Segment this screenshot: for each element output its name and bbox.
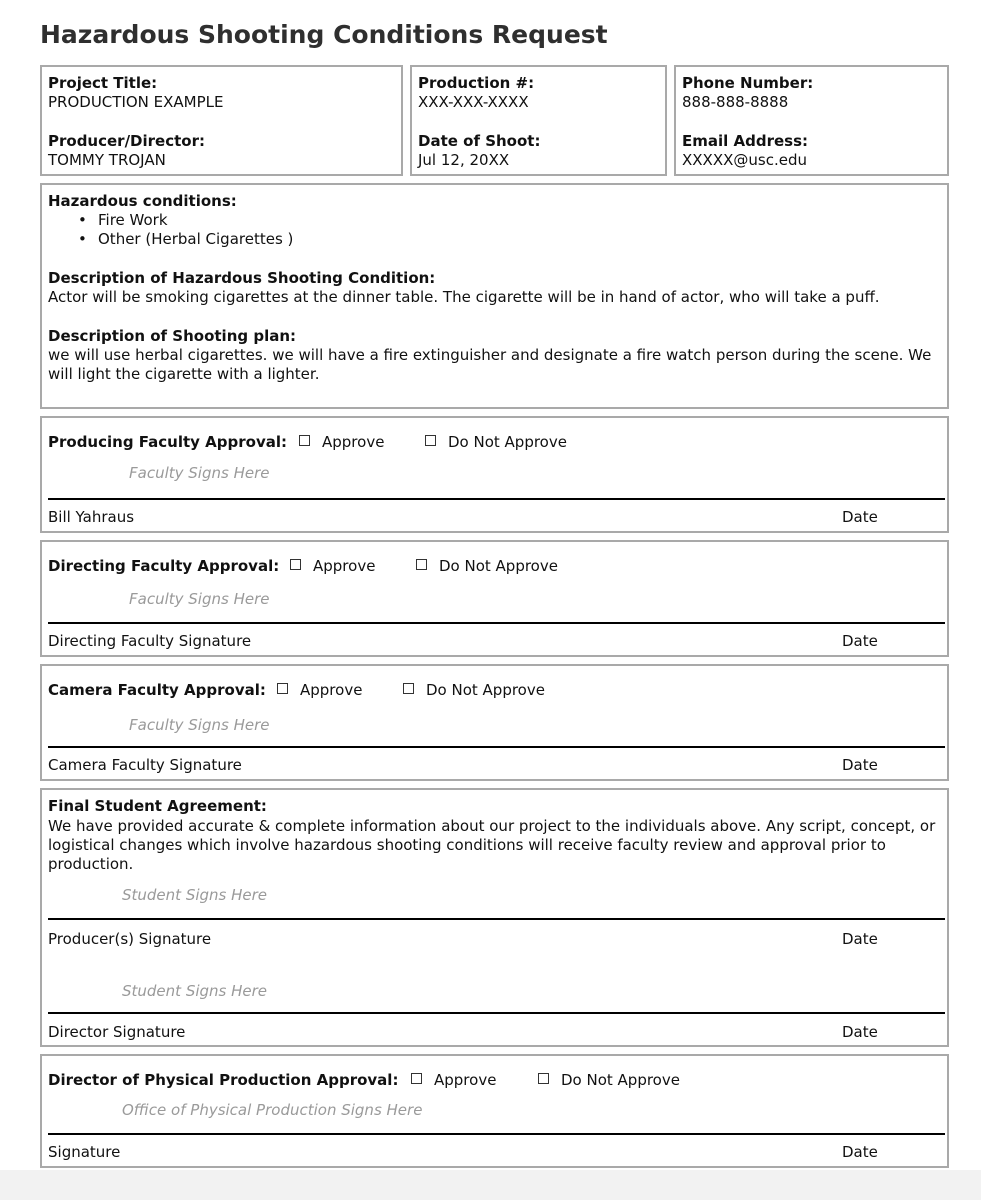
project-title-label: Project Title:	[48, 74, 158, 92]
physical-production-box	[40, 1054, 949, 1168]
signature-hint: Office of Physical Production Signs Here	[122, 1101, 423, 1119]
approve-option[interactable]: Approve	[299, 433, 384, 451]
signer-name: Signature	[48, 1143, 121, 1161]
signature-hint: Faculty Signs Here	[129, 716, 270, 734]
shoot-date-value: Jul 12, 20XX	[418, 151, 510, 169]
not-approve-option[interactable]: Do Not Approve	[416, 557, 558, 575]
approve-option[interactable]: Approve	[290, 557, 375, 575]
signature-line[interactable]	[48, 746, 945, 748]
hazard-description: Actor will be smoking cigarettes at the dinner table. The cigarette will be in hand of actor, who will take a puff.	[48, 288, 880, 306]
not-approve-option[interactable]: Do Not Approve	[403, 681, 545, 699]
date-label: Date	[842, 756, 878, 774]
checkbox-not-approve[interactable]	[403, 683, 414, 694]
signature-line[interactable]	[48, 918, 945, 920]
signature-hint: Faculty Signs Here	[129, 590, 270, 608]
list-item: • Other (Herbal Cigarettes )	[98, 230, 293, 249]
producer-value: TOMMY TROJAN	[48, 151, 166, 169]
production-info-box	[410, 65, 667, 176]
phone-label: Phone Number:	[682, 74, 814, 92]
production-number-label: Production #:	[418, 74, 535, 92]
email-value: XXXXX@usc.edu	[682, 151, 807, 169]
hazard-description-label: Description of Hazardous Shooting Condition:	[48, 269, 436, 287]
signer-name: Camera Faculty Signature	[48, 756, 242, 774]
checkbox-approve[interactable]	[277, 683, 288, 694]
approve-option[interactable]: Approve	[277, 681, 362, 699]
hazards-label: Hazardous conditions:	[48, 192, 237, 210]
date-label: Date	[842, 632, 878, 650]
agreement-label: Final Student Agreement:	[48, 797, 267, 815]
date-label: Date	[842, 508, 878, 526]
date-label: Date	[842, 930, 878, 948]
signature-hint: Student Signs Here	[122, 886, 268, 904]
physical-production-label: Director of Physical Production Approval:	[48, 1071, 399, 1089]
page-title: Hazardous Shooting Conditions Request	[40, 20, 608, 49]
date-label: Date	[842, 1143, 878, 1161]
agreement-text: We have provided accurate & complete information about our project to the individuals above. Any script, concept, or logistical changes which involve hazardous shooting conditions will receive faculty review and approval prior to production.	[48, 817, 936, 873]
checkbox-not-approve[interactable]	[538, 1073, 549, 1084]
phone-value: 888-888-8888	[682, 93, 789, 111]
checkbox-not-approve[interactable]	[416, 559, 427, 570]
shooting-plan: we will use herbal cigarettes. we will have a fire extinguisher and designate a fire watch person during the scene. We will light the cigarette with a lighter.	[48, 346, 932, 383]
checkbox-approve[interactable]	[290, 559, 301, 570]
not-approve-option[interactable]: Do Not Approve	[538, 1071, 680, 1089]
producing-approval-box	[40, 416, 949, 533]
signature-line[interactable]	[48, 1012, 945, 1014]
producing-approval-label: Producing Faculty Approval:	[48, 433, 287, 451]
camera-approval-box	[40, 664, 949, 781]
checkbox-approve[interactable]	[411, 1073, 422, 1084]
producer-label: Producer/Director:	[48, 132, 205, 150]
contact-info-box	[674, 65, 949, 176]
checkbox-approve[interactable]	[299, 435, 310, 446]
signer-name: Director Signature	[48, 1023, 186, 1041]
signature-hint: Student Signs Here	[122, 982, 268, 1000]
signature-line[interactable]	[48, 622, 945, 624]
shoot-date-label: Date of Shoot:	[418, 132, 541, 150]
directing-approval-label: Directing Faculty Approval:	[48, 557, 280, 575]
approve-option[interactable]: Approve	[411, 1071, 496, 1089]
date-label: Date	[842, 1023, 878, 1041]
shooting-plan-label: Description of Shooting plan:	[48, 327, 297, 345]
signature-line[interactable]	[48, 498, 945, 500]
production-number-value: XXX-XXX-XXXX	[418, 93, 529, 111]
signer-name: Producer(s) Signature	[48, 930, 212, 948]
directing-approval-box	[40, 540, 949, 657]
list-item: • Fire Work	[98, 211, 293, 230]
camera-approval-label: Camera Faculty Approval:	[48, 681, 266, 699]
signature-hint: Faculty Signs Here	[129, 464, 270, 482]
project-info-box	[40, 65, 403, 176]
email-label: Email Address:	[682, 132, 809, 150]
page-bottom-margin	[0, 1170, 981, 1200]
hazards-box	[40, 183, 949, 409]
signer-name: Directing Faculty Signature	[48, 632, 252, 650]
signer-name: Bill Yahraus	[48, 508, 135, 526]
signature-line[interactable]	[48, 1133, 945, 1135]
hazards-list	[98, 211, 293, 249]
project-title-value: PRODUCTION EXAMPLE	[48, 93, 224, 111]
not-approve-option[interactable]: Do Not Approve	[425, 433, 567, 451]
agreement-box	[40, 788, 949, 1047]
checkbox-not-approve[interactable]	[425, 435, 436, 446]
